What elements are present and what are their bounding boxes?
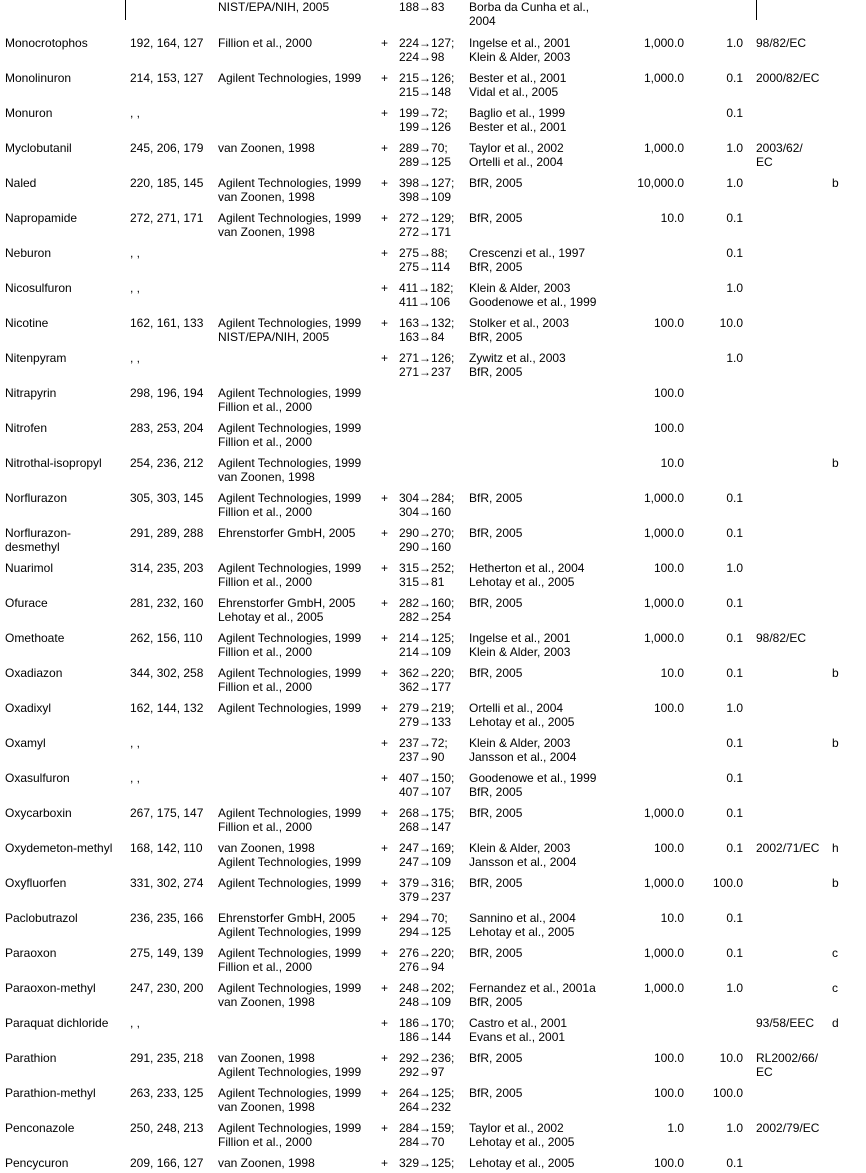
compound-name: Oxasulfuron <box>5 771 70 785</box>
ms-transitions: 248→202; 248→109 <box>399 981 455 1009</box>
lc-flag: + <box>381 981 389 995</box>
lod-value: 1,000.0 <box>643 806 684 820</box>
gc-reference: Agilent Technologies, 1999 van Zoonen, 1998 <box>218 211 362 239</box>
compound-name: Penconazole <box>5 1121 75 1135</box>
loq-value: 100.0 <box>712 876 743 890</box>
mrl-directive: 98/82/EC <box>756 36 807 50</box>
compound-name: Nitrapyrin <box>5 386 57 400</box>
compound-name: Nuarimol <box>5 561 54 575</box>
lod-value: 1,000.0 <box>643 491 684 505</box>
lod-value: 100.0 <box>653 316 684 330</box>
gc-reference: Agilent Technologies, 1999 Fillion et al., 2000 <box>218 666 362 694</box>
gc-reference: Agilent Technologies, 1999 Fillion et al., 2000 <box>218 421 362 449</box>
compound-name: Monolinuron <box>5 71 72 85</box>
loq-value: 1.0 <box>726 176 743 190</box>
gc-ions: , , <box>130 771 141 785</box>
gc-reference: Agilent Technologies, 1999 van Zoonen, 1998 <box>218 1086 362 1114</box>
compound-name: Oxamyl <box>5 736 46 750</box>
gc-ions: 275, 149, 139 <box>130 946 204 960</box>
lod-value: 100.0 <box>653 561 684 575</box>
compound-name: Monocrotophos <box>5 36 88 50</box>
transition-cell: 188→83 <box>399 0 445 14</box>
lc-reference: Klein & Alder, 2003 Jansson et al., 2004 <box>469 841 577 869</box>
lod-value: 1,000.0 <box>643 36 684 50</box>
gc-ions: 272, 271, 171 <box>130 211 204 225</box>
lc-flag: + <box>381 526 389 540</box>
loq-value: 0.1 <box>726 736 743 750</box>
gc-ions: 192, 164, 127 <box>130 36 204 50</box>
compound-name: Napropamide <box>5 211 78 225</box>
footnote-mark: c <box>832 946 838 960</box>
lc-reference: Sannino et al., 2004 Lehotay et al., 2005 <box>469 911 576 939</box>
footnote-mark: c <box>832 981 838 995</box>
lc-flag: + <box>381 351 389 365</box>
ms-transitions: 271→126; 271→237 <box>399 351 455 379</box>
loq-value: 1.0 <box>726 351 743 365</box>
compound-name: Nicosulfuron <box>5 281 72 295</box>
lc-reference: BfR, 2005 <box>469 596 523 610</box>
ms-transitions: 379→316; 379→237 <box>399 876 455 904</box>
lc-reference: Goodenowe et al., 1999 BfR, 2005 <box>469 771 597 799</box>
gc-reference: van Zoonen, 1998 Agilent Technologies, 1999 <box>218 841 362 869</box>
lc-reference: Ingelse et al., 2001 Klein & Alder, 2003 <box>469 36 571 64</box>
lod-value: 10.0 <box>660 911 684 925</box>
gc-ions: , , <box>130 106 141 120</box>
footnote-mark: d <box>832 1016 839 1030</box>
lc-flag: + <box>381 281 389 295</box>
gc-ions: 267, 175, 147 <box>130 806 204 820</box>
lc-reference: Hetherton et al., 2004 Lehotay et al., 2005 <box>469 561 585 589</box>
lod-value: 100.0 <box>653 841 684 855</box>
footnote-mark: b <box>832 736 839 750</box>
lc-flag: + <box>381 141 389 155</box>
lc-reference: BfR, 2005 <box>469 176 523 190</box>
gc-reference: Agilent Technologies, 1999 Fillion et al., 2000 <box>218 631 362 659</box>
loq-value: 10.0 <box>719 1051 743 1065</box>
gc-reference: Agilent Technologies, 1999 <box>218 701 362 715</box>
ms-transitions: 282→160; 282→254 <box>399 596 455 624</box>
lc-reference: Baglio et al., 1999 Bester et al., 2001 <box>469 106 567 134</box>
lc-reference: Ingelse et al., 2001 Klein & Alder, 2003 <box>469 631 571 659</box>
loq-value: 0.1 <box>726 526 743 540</box>
compound-name: Parathion <box>5 1051 57 1065</box>
gc-reference: Ehrenstorfer GmbH, 2005 Lehotay et al., 2005 <box>218 596 356 624</box>
gc-reference: Agilent Technologies, 1999 van Zoonen, 1998 <box>218 456 362 484</box>
ms-transitions: 407→150; 407→107 <box>399 771 455 799</box>
lod-value: 10.0 <box>660 211 684 225</box>
gc-ions: 291, 235, 218 <box>130 1051 204 1065</box>
ms-transitions: 411→182; 411→106 <box>399 281 454 309</box>
loq-value: 0.1 <box>726 631 743 645</box>
ms-transitions: 279→219; 279→133 <box>399 701 455 729</box>
gc-ions: , , <box>130 351 141 365</box>
lc-flag: + <box>381 841 389 855</box>
mrl-directive: 2002/71/EC <box>756 841 820 855</box>
mrl-directive: 2000/82/EC <box>756 71 820 85</box>
compound-name: Norflurazon- desmethyl <box>5 526 72 554</box>
ms-transitions: 329→125; <box>399 1156 455 1170</box>
lc-flag: + <box>381 911 389 925</box>
lc-reference: BfR, 2005 <box>469 1051 523 1065</box>
footnote-mark: b <box>832 876 839 890</box>
lc-reference: Klein & Alder, 2003 Jansson et al., 2004 <box>469 736 577 764</box>
compound-name: Pencycuron <box>5 1156 69 1170</box>
lc-reference: Lehotay et al., 2005 <box>469 1156 575 1170</box>
mrl-directive: 98/82/EC <box>756 631 807 645</box>
lod-value: 1,000.0 <box>643 946 684 960</box>
gc-reference: Agilent Technologies, 1999 Fillion et al., 2000 <box>218 561 362 589</box>
footnote-mark: b <box>832 666 839 680</box>
ms-transitions: 163→132; 163→84 <box>399 316 455 344</box>
gc-ions: 214, 153, 127 <box>130 71 204 85</box>
lc-flag: + <box>381 1086 389 1100</box>
ms-transitions: 215→126; 215→148 <box>399 71 455 99</box>
lc-reference: Stolker et al., 2003 BfR, 2005 <box>469 316 570 344</box>
lod-value: 10,000.0 <box>637 176 684 190</box>
ms-transitions: 290→270; 290→160 <box>399 526 455 554</box>
lod-value: 10.0 <box>660 456 684 470</box>
lod-value: 1,000.0 <box>643 631 684 645</box>
loq-value: 1.0 <box>726 36 743 50</box>
gc-ions: 254, 236, 212 <box>130 456 204 470</box>
gc-reference: Agilent Technologies, 1999 van Zoonen, 1998 <box>218 981 362 1009</box>
gc-reference: Agilent Technologies, 1999 Fillion et al., 2000 <box>218 806 362 834</box>
gc-ions: 331, 302, 274 <box>130 876 204 890</box>
lc-reference: BfR, 2005 <box>469 491 523 505</box>
ms-transitions: 284→159; 284→70 <box>399 1121 455 1149</box>
ms-transitions: 292→236; 292→97 <box>399 1051 455 1079</box>
lc-reference: Klein & Alder, 2003 Goodenowe et al., 1999 <box>469 281 597 309</box>
gc-reference: Agilent Technologies, 1999 <box>218 876 362 890</box>
lod-value: 1,000.0 <box>643 526 684 540</box>
compound-name: Paclobutrazol <box>5 911 78 925</box>
compound-name: Paraoxon-methyl <box>5 981 96 995</box>
lod-value: 100.0 <box>653 1086 684 1100</box>
ms-transitions: 268→175; 268→147 <box>399 806 455 834</box>
gc-ions: , , <box>130 1016 141 1030</box>
lc-flag: + <box>381 771 389 785</box>
compound-name: Ofurace <box>5 596 48 610</box>
ms-transitions: 304→284; 304→160 <box>399 491 455 519</box>
compound-name: Oxyfluorfen <box>5 876 67 890</box>
gc-reference: Ehrenstorfer GmbH, 2005 <box>218 526 356 540</box>
gc-reference: Agilent Technologies, 1999 Fillion et al., 2000 <box>218 1121 362 1149</box>
lc-reference: Ortelli et al., 2004 Lehotay et al., 2005 <box>469 701 575 729</box>
compound-name: Nitenpyram <box>5 351 67 365</box>
lc-flag: + <box>381 1121 389 1135</box>
lod-value: 1,000.0 <box>643 141 684 155</box>
loq-value: 1.0 <box>726 281 743 295</box>
gc-reference: Agilent Technologies, 1999 Fillion et al., 2000 <box>218 946 362 974</box>
ms-transitions: 224→127; 224→98 <box>399 36 455 64</box>
lc-reference: BfR, 2005 <box>469 946 523 960</box>
lc-flag: + <box>381 666 389 680</box>
lc-flag: + <box>381 631 389 645</box>
lc-reference: Taylor et al., 2002 Ortelli et al., 2004 <box>469 141 564 169</box>
mrl-directive: RL2002/66/ EC <box>756 1051 819 1079</box>
gc-ions: 168, 142, 110 <box>130 841 203 855</box>
loq-value: 0.1 <box>726 666 743 680</box>
lc-flag: + <box>381 211 389 225</box>
gc-ions: 162, 161, 133 <box>130 316 204 330</box>
gc-ions: 298, 196, 194 <box>130 386 204 400</box>
loq-value: 1.0 <box>726 561 743 575</box>
compound-name: Parathion-methyl <box>5 1086 96 1100</box>
gc-ions: , , <box>130 281 141 295</box>
footnote-mark: b <box>832 456 839 470</box>
compound-name: Neburon <box>5 246 52 260</box>
loq-value: 0.1 <box>726 246 743 260</box>
lod-value: 100.0 <box>653 421 684 435</box>
lc-reference: BfR, 2005 <box>469 1086 523 1100</box>
loq-value: 0.1 <box>726 1156 743 1170</box>
lod-value: 1,000.0 <box>643 71 684 85</box>
lc-reference: BfR, 2005 <box>469 876 523 890</box>
mrl-directive: 2003/62/ EC <box>756 141 803 169</box>
lc-flag: + <box>381 1051 389 1065</box>
compound-name: Nicotine <box>5 316 49 330</box>
compound-name: Paraoxon <box>5 946 57 960</box>
lod-value: 100.0 <box>653 1051 684 1065</box>
ms-transitions: 214→125; 214→109 <box>399 631 455 659</box>
gc-reference: van Zoonen, 1998 Agilent Technologies, 1999 <box>218 1051 362 1079</box>
gc-reference: Agilent Technologies, 1999 Fillion et al., 2000 <box>218 386 362 414</box>
lc-reference: Fernandez et al., 2001a BfR, 2005 <box>469 981 596 1009</box>
lod-value: 1,000.0 <box>643 596 684 610</box>
ms-transitions: 186→170; 186→144 <box>399 1016 455 1044</box>
mrl-directive: 2002/79/EC <box>756 1121 820 1135</box>
lc-reference: BfR, 2005 <box>469 211 523 225</box>
loq-value: 0.1 <box>726 211 743 225</box>
gc-ions: , , <box>130 736 141 750</box>
lc-flag: + <box>381 806 389 820</box>
compound-name: Oxadiazon <box>5 666 63 680</box>
lc-flag: + <box>381 876 389 890</box>
ms-transitions: 275→88; 275→114 <box>399 246 451 274</box>
gc-ions: 291, 289, 288 <box>130 526 204 540</box>
lc-flag: + <box>381 36 389 50</box>
ms-transitions: 276→220; 276→94 <box>399 946 455 974</box>
lc-flag: + <box>381 246 389 260</box>
lod-value: 1,000.0 <box>643 876 684 890</box>
compound-name: Nitrofen <box>5 421 48 435</box>
lc-flag: + <box>381 106 389 120</box>
gc-reference: Agilent Technologies, 1999 <box>218 71 362 85</box>
ms-transitions: 398→127; 398→109 <box>399 176 455 204</box>
mrl-directive: 93/58/EEC <box>756 1016 815 1030</box>
gc-ions: 236, 235, 166 <box>130 911 204 925</box>
ms-transitions: 315→252; 315→81 <box>399 561 455 589</box>
gc-ions: 344, 302, 258 <box>130 666 204 680</box>
loq-value: 1.0 <box>726 141 743 155</box>
gc-ions: 283, 253, 204 <box>130 421 204 435</box>
gc-ions: 250, 248, 213 <box>130 1121 204 1135</box>
ms-transitions: 237→72; 237→90 <box>399 736 448 764</box>
loq-value: 0.1 <box>726 841 743 855</box>
lod-value: 100.0 <box>653 1156 684 1170</box>
compound-name: Omethoate <box>5 631 65 645</box>
lc-reference: Zywitz et al., 2003 BfR, 2005 <box>469 351 566 379</box>
footnote-mark: b <box>832 176 839 190</box>
ms-transitions: 199→72; 199→126 <box>399 106 452 134</box>
gc-reference: Agilent Technologies, 1999 NIST/EPA/NIH, 2005 <box>218 316 362 344</box>
ms-transitions: 294→70; 294→125 <box>399 911 452 939</box>
lod-value: 10.0 <box>660 666 684 680</box>
lc-reference: BfR, 2005 <box>469 806 523 820</box>
compound-name: Paraquat dichloride <box>5 1016 109 1030</box>
ref-cell: NIST/EPA/NIH, 2005 <box>218 0 330 14</box>
gc-ions: 162, 144, 132 <box>130 701 204 715</box>
gc-ions: 247, 230, 200 <box>130 981 204 995</box>
ms-transitions: 264→125; 264→232 <box>399 1086 455 1114</box>
compound-name: Myclobutanil <box>5 141 72 155</box>
lod-value: 100.0 <box>653 386 684 400</box>
lod-value: 100.0 <box>653 701 684 715</box>
lod-value: 1.0 <box>667 1121 684 1135</box>
gc-ions: 262, 156, 110 <box>130 631 203 645</box>
continued-row <box>0 0 866 30</box>
loq-value: 0.1 <box>726 771 743 785</box>
footnote-mark: h <box>832 841 839 855</box>
compound-name: Norflurazon <box>5 491 68 505</box>
lc-reference: BfR, 2005 <box>469 526 523 540</box>
gc-ions: 314, 235, 203 <box>130 561 204 575</box>
lc-reference: BfR, 2005 <box>469 666 523 680</box>
lc-flag: + <box>381 701 389 715</box>
loq-value: 0.1 <box>726 911 743 925</box>
lc-flag: + <box>381 1016 389 1030</box>
loq-value: 0.1 <box>726 806 743 820</box>
loq-value: 0.1 <box>726 491 743 505</box>
lc-ref-cell: Borba da Cunha et al., 2004 <box>469 0 590 28</box>
lc-reference: Bester et al., 2001 Vidal et al., 2005 <box>469 71 567 99</box>
compound-name: Naled <box>5 176 37 190</box>
lc-flag: + <box>381 946 389 960</box>
loq-value: 0.1 <box>726 596 743 610</box>
gc-reference: van Zoonen, 1998 <box>218 141 315 155</box>
loq-value: 100.0 <box>712 1086 743 1100</box>
lc-flag: + <box>381 491 389 505</box>
loq-value: 1.0 <box>726 981 743 995</box>
gc-reference: Agilent Technologies, 1999 Fillion et al., 2000 <box>218 491 362 519</box>
ms-transitions: 247→169; 247→109 <box>399 841 455 869</box>
gc-ions: 281, 232, 160 <box>130 596 204 610</box>
loq-value: 1.0 <box>726 1121 743 1135</box>
loq-value: 0.1 <box>726 946 743 960</box>
gc-ions: 245, 206, 179 <box>130 141 204 155</box>
ms-transitions: 272→129; 272→171 <box>399 211 455 239</box>
gc-ions: , , <box>130 246 141 260</box>
ms-transitions: 289→70; 289→125 <box>399 141 452 169</box>
ms-transitions: 362→220; 362→177 <box>399 666 455 694</box>
compound-name: Oxydemeton-methyl <box>5 841 113 855</box>
gc-ions: 305, 303, 145 <box>130 491 204 505</box>
gc-reference: van Zoonen, 1998 <box>218 1156 315 1170</box>
lc-flag: + <box>381 596 389 610</box>
lc-flag: + <box>381 176 389 190</box>
gc-ions: 209, 166, 127 <box>130 1156 204 1170</box>
gc-ions: 220, 185, 145 <box>130 176 204 190</box>
gc-reference: Agilent Technologies, 1999 van Zoonen, 1998 <box>218 176 362 204</box>
compound-name: Nitrothal-isopropyl <box>5 456 102 470</box>
lod-value: 1,000.0 <box>643 981 684 995</box>
lc-flag: + <box>381 561 389 575</box>
loq-value: 0.1 <box>726 106 743 120</box>
lc-flag: + <box>381 1156 389 1170</box>
compound-name: Oxadixyl <box>5 701 52 715</box>
compound-name: Oxycarboxin <box>5 806 72 820</box>
loq-value: 0.1 <box>726 71 743 85</box>
lc-flag: + <box>381 71 389 85</box>
lc-reference: Taylor et al., 2002 Lehotay et al., 2005 <box>469 1121 575 1149</box>
lc-flag: + <box>381 736 389 750</box>
lc-reference: Castro et al., 2001 Evans et al., 2001 <box>469 1016 568 1044</box>
gc-reference: Ehrenstorfer GmbH, 2005 Agilent Technologies, 1999 <box>218 911 362 939</box>
lc-flag: + <box>381 316 389 330</box>
compound-name: Monuron <box>5 106 53 120</box>
lc-reference: Crescenzi et al., 1997 BfR, 2005 <box>469 246 586 274</box>
gc-ions: 263, 233, 125 <box>130 1086 204 1100</box>
loq-value: 1.0 <box>726 701 743 715</box>
gc-reference: Fillion et al., 2000 <box>218 36 313 50</box>
loq-value: 10.0 <box>719 316 743 330</box>
